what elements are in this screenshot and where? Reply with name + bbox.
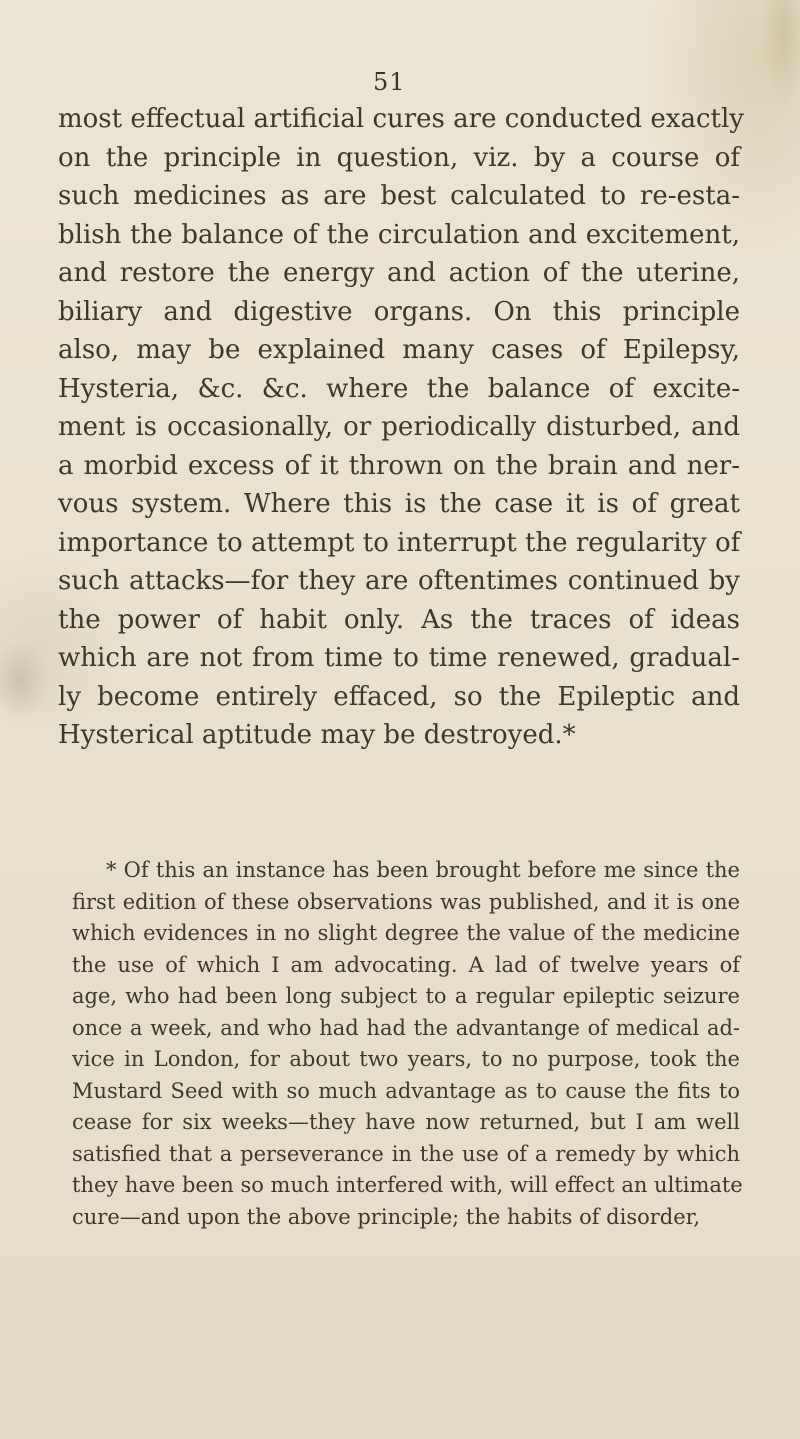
paper-stain [0,640,50,720]
footnote-line: first edition of these observations was published, and it is one [72,889,740,914]
footnote [72,855,743,1233]
footnote-line: vice in London, for about two years, to no purpose, took the [72,1047,740,1071]
text-line: blish the balance of the circulation and excitement, [58,219,740,250]
text-line: and restore the energy and action of the uterine, [58,258,740,288]
footnote-line: satisfied that a perseverance in the use of a remedy by which [72,1141,740,1166]
footnote-line: which evidences in no slight degree the value of the medicine [72,921,740,945]
footnote-line: cease for six weeks—they have now returned, but I am well [72,1110,740,1134]
text-line: on the principle in question, viz. by a course of [58,142,740,173]
text-line: such attacks—for they are oftentimes continued by [58,566,740,596]
text-line: which are not from time to time renewed, gradual- [58,643,740,673]
main-paragraph [58,100,744,755]
footnote-line: the use of which I am advocating. A lad of twelve years of [72,952,740,977]
text-line: importance to attempt to interrupt the regularity of [58,527,741,558]
text-line: biliary and digestive organs. On this principle [58,296,740,327]
footnote-line: Mustard Seed with so much advantage as to cause the fits to [72,1078,740,1103]
footnote-line: * Of this an instance has been brought before me since the [106,858,740,882]
text-line: Hysteria, &c. &c. where the balance of excite- [58,373,740,404]
footnote-line: cure—and upon the above principle; the habits of disorder, [72,1204,701,1229]
footnote-line: once a week, and who had had the advantange of medical ad- [72,1015,740,1040]
text-line: most effectual artificial cures are conducted exactly [58,104,744,134]
text-line: also, may be explained many cases of Epilepsy, [58,335,740,365]
text-line: vous system. Where this is the case it is of great [58,489,740,519]
footnote-line: age, who had been long subject to a regular epileptic seizure [72,984,740,1008]
page-number: 51 [373,68,406,96]
text-line: the power of habit only. As the traces of ideas [58,604,740,635]
text-line: a morbid excess of it thrown on the brain and ner- [58,450,740,481]
text-line: Hysterical aptitude may be destroyed.* [58,720,576,750]
text-line: ment is occasionally, or periodically disturbed, and [58,412,740,442]
text-line: ly become entirely effaced, so the Epileptic and [58,681,740,712]
footnote-line: they have been so much interfered with, will effect an ultimate [72,1173,743,1197]
paper-stain [760,0,800,110]
text-line: such medicines as are best calculated to re-esta- [58,181,740,211]
